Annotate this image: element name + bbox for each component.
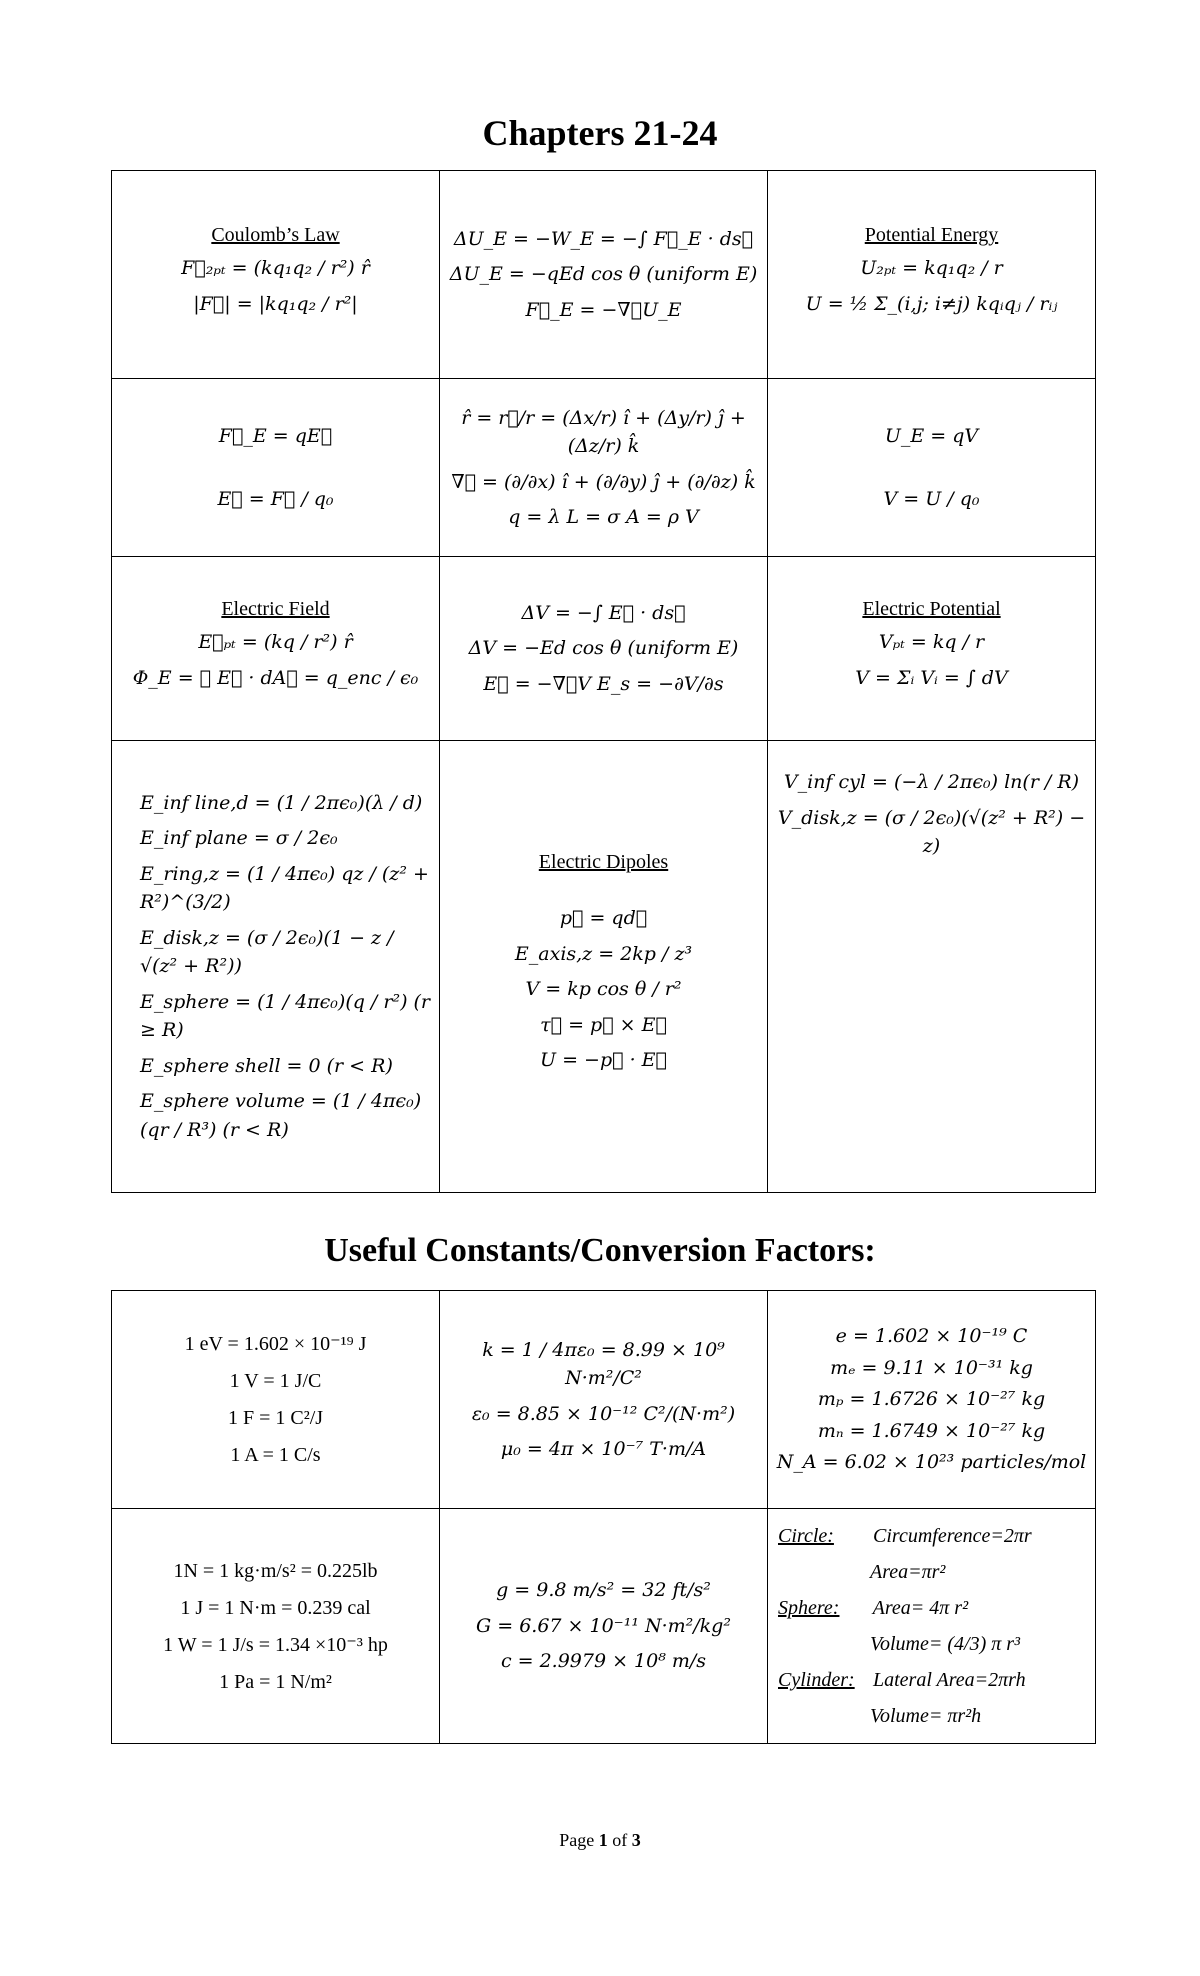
circle-circumference-line bbox=[778, 1523, 1089, 1549]
constant-line: e = 1.602 × 10⁻¹⁹ C bbox=[835, 1325, 1028, 1348]
formula-line: E_sphere shell = 0 (r < R) bbox=[140, 1054, 393, 1077]
constant-line: c = 2.9979 × 10⁸ m/s bbox=[500, 1650, 707, 1673]
constant-line: G = 6.67 × 10⁻¹¹ N·m²/kg² bbox=[476, 1614, 731, 1637]
constant-line: ε₀ = 8.85 × 10⁻¹² C²/(N·m²) bbox=[471, 1402, 736, 1425]
constant-line: μ₀ = 4π × 10⁻⁷ T·m/A bbox=[500, 1438, 707, 1460]
page-of: of bbox=[612, 1830, 628, 1850]
formula-line: ΔU_E = −W_E = −∫ F⃗_E · ds⃗ bbox=[453, 227, 754, 250]
page-total: 3 bbox=[631, 1830, 641, 1850]
electric-field-cell bbox=[112, 557, 440, 741]
particle-constants-cell bbox=[768, 1291, 1096, 1509]
constant-line: 1 eV = 1.602 × 10⁻¹⁹ J bbox=[184, 1333, 367, 1355]
formula-line: ∇⃗ = (∂/∂x) î + (∂/∂y) ĵ + (∂/∂z) k̂ bbox=[451, 470, 756, 493]
formula-line: V_inf cyl = (−λ / 2πϵ₀) ln(r / R) bbox=[783, 771, 1080, 793]
cylinder-label: Cylinder: bbox=[778, 1669, 855, 1691]
formula-line: E⃗ = −∇⃗V E_s = −∂V/∂s bbox=[483, 672, 724, 695]
formula-line: E_disk,z = (σ / 2ϵ₀)(1 − z / √(z² + R²)) bbox=[140, 926, 394, 978]
cell-heading: Potential Energy bbox=[864, 224, 999, 246]
constant-line: 1 W = 1 J/s = 1.34 ×10⁻³ hp bbox=[163, 1633, 388, 1656]
formula-line: E_inf line,d = (1 / 2πϵ₀)(λ / d) bbox=[140, 791, 423, 814]
circle-circumference: Circumference=2πr bbox=[873, 1525, 1032, 1547]
formula-line: E_axis,z = 2kp / z³ bbox=[514, 942, 693, 965]
formula-line: U = ½ Σ_(i,j; i≠j) kqᵢqⱼ / rᵢⱼ bbox=[805, 292, 1058, 315]
page-prefix: Page bbox=[559, 1830, 595, 1850]
formula-line: ΔU_E = −qEd cos θ (uniform E) bbox=[449, 263, 758, 286]
page-number bbox=[0, 1830, 1200, 1851]
formula-row bbox=[112, 741, 1096, 1193]
formula-line: p⃗ = qd⃗ bbox=[559, 907, 648, 930]
sphere-area-line bbox=[778, 1595, 1089, 1621]
formula-line: V = kp cos θ / r² bbox=[525, 978, 682, 1001]
formula-line: |F⃗| = |kq₁q₂ / r²| bbox=[193, 292, 358, 315]
potential-distributions-cell bbox=[768, 741, 1096, 1193]
formula-line: E⃗ = F⃗ / q₀ bbox=[217, 487, 334, 510]
gravity-light-constants-cell bbox=[440, 1509, 768, 1744]
formula-line: Vₚₜ = kq / r bbox=[878, 631, 985, 653]
potential-energy-change-cell bbox=[440, 171, 768, 379]
formula-line: V_disk,z = (σ / 2ϵ₀)(√(z² + R²) − z) bbox=[777, 806, 1086, 857]
geometry-formulas-cell bbox=[768, 1509, 1096, 1744]
formula-table bbox=[111, 170, 1096, 1193]
constant-line: mₙ = 1.6749 × 10⁻²⁷ kg bbox=[817, 1419, 1046, 1442]
coulombs-law-cell bbox=[112, 171, 440, 379]
constant-line: 1N = 1 kg·m/s² = 0.225lb bbox=[173, 1559, 378, 1582]
formula-line: τ⃗ = p⃗ × E⃗ bbox=[540, 1013, 667, 1036]
potential-difference-cell bbox=[440, 557, 768, 741]
constants-row bbox=[112, 1509, 1096, 1744]
formula-line: E_sphere volume = (1 / 4πϵ₀)(qr / R³) (r < R) bbox=[140, 1090, 422, 1141]
cylinder-area-line bbox=[778, 1667, 1089, 1693]
formula-line: ΔV = −∫ E⃗ · ds⃗ bbox=[521, 601, 686, 624]
formula-line: Φ_E = ∮ E⃗ · dA⃗ = q_enc / ϵ₀ bbox=[132, 666, 419, 689]
electric-force-cell bbox=[112, 379, 440, 557]
sphere-volume: Volume= (4/3) π r³ bbox=[870, 1633, 1021, 1655]
formula-row bbox=[112, 557, 1096, 741]
formula-line: ΔV = −Ed cos θ (uniform E) bbox=[468, 637, 739, 660]
circle-area: Area=πr² bbox=[870, 1561, 946, 1583]
electric-dipoles-cell bbox=[440, 741, 768, 1193]
cell-heading: Coulomb’s Law bbox=[211, 224, 340, 246]
electrical-units-cell bbox=[112, 1291, 440, 1509]
formula-row bbox=[112, 171, 1096, 379]
formula-line: V = U / q₀ bbox=[883, 487, 980, 510]
constant-line: 1 Pa = 1 N/m² bbox=[219, 1670, 332, 1693]
potential-energy-cell bbox=[768, 171, 1096, 379]
formula-line: E_inf plane = σ / 2ϵ₀ bbox=[140, 827, 338, 850]
constant-line: mₑ = 9.11 × 10⁻³¹ kg bbox=[830, 1356, 1033, 1379]
circle-label: Circle: bbox=[778, 1525, 834, 1547]
formula-line: F⃗_E = −∇⃗U_E bbox=[525, 298, 682, 321]
page-title: Chapters 21-24 bbox=[482, 113, 718, 153]
constant-line: 1 J = 1 N·m = 0.239 cal bbox=[180, 1596, 371, 1619]
formula-line: U_E = qV bbox=[884, 425, 979, 447]
sphere-label: Sphere: bbox=[778, 1597, 840, 1619]
formula-line: U = −p⃗ · E⃗ bbox=[540, 1049, 667, 1072]
cell-heading: Electric Potential bbox=[862, 598, 1001, 620]
electromagnetic-constants-cell bbox=[440, 1291, 768, 1509]
potential-definition-cell bbox=[768, 379, 1096, 557]
formula-line: E_sphere = (1 / 4πϵ₀)(q / r²) (r ≥ R) bbox=[140, 990, 431, 1042]
constant-line: 1 V = 1 J/C bbox=[229, 1370, 322, 1392]
page-current: 1 bbox=[598, 1830, 608, 1850]
formula-line: q = λ L = σ A = ρ V bbox=[508, 506, 699, 528]
constants-table bbox=[111, 1290, 1096, 1744]
formula-line: E⃗ₚₜ = (kq / r²) r̂ bbox=[198, 631, 353, 653]
formula-row bbox=[112, 379, 1096, 557]
formula-line: F⃗_E = qE⃗ bbox=[218, 425, 333, 447]
formula-line: V = Σᵢ Vᵢ = ∫ dV bbox=[855, 666, 1008, 689]
electric-potential-cell bbox=[768, 557, 1096, 741]
formula-line: F⃗₂ₚₜ = (kq₁q₂ / r²) r̂ bbox=[181, 257, 370, 279]
constant-line: mₚ = 1.6726 × 10⁻²⁷ kg bbox=[817, 1388, 1046, 1411]
constant-line: 1 F = 1 C²/J bbox=[227, 1407, 324, 1429]
cell-heading: Electric Dipoles bbox=[538, 851, 669, 874]
formula-line: E_ring,z = (1 / 4πϵ₀) qz / (z² + R²)^(3/2) bbox=[140, 862, 429, 914]
constant-line: k = 1 / 4πε₀ = 8.99 × 10⁹ N·m²/C² bbox=[482, 1338, 725, 1389]
constant-line: N_A = 6.02 × 10²³ particles/mol bbox=[776, 1451, 1087, 1474]
formula-line: r̂ = r⃗/r = (Δx/r) î + (Δy/r) ĵ + (Δz/r) k̂ bbox=[461, 406, 746, 457]
constant-line: 1 A = 1 C/s bbox=[230, 1444, 321, 1466]
mechanical-units-cell bbox=[112, 1509, 440, 1744]
constants-title: Useful Constants/Conversion Factors: bbox=[324, 1232, 876, 1269]
sphere-area: Area= 4π r² bbox=[872, 1597, 969, 1619]
formula-line: U₂ₚₜ = kq₁q₂ / r bbox=[860, 257, 1003, 279]
cylinder-area: Lateral Area=2πrh bbox=[873, 1669, 1026, 1691]
cell-heading: Electric Field bbox=[221, 598, 330, 620]
field-distributions-cell bbox=[112, 741, 440, 1193]
cylinder-volume: Volume= πr²h bbox=[870, 1705, 982, 1727]
unit-vector-gradient-cell bbox=[440, 379, 768, 557]
constants-row bbox=[112, 1291, 1096, 1509]
constant-line: g = 9.8 m/s² = 32 ft/s² bbox=[496, 1579, 711, 1602]
